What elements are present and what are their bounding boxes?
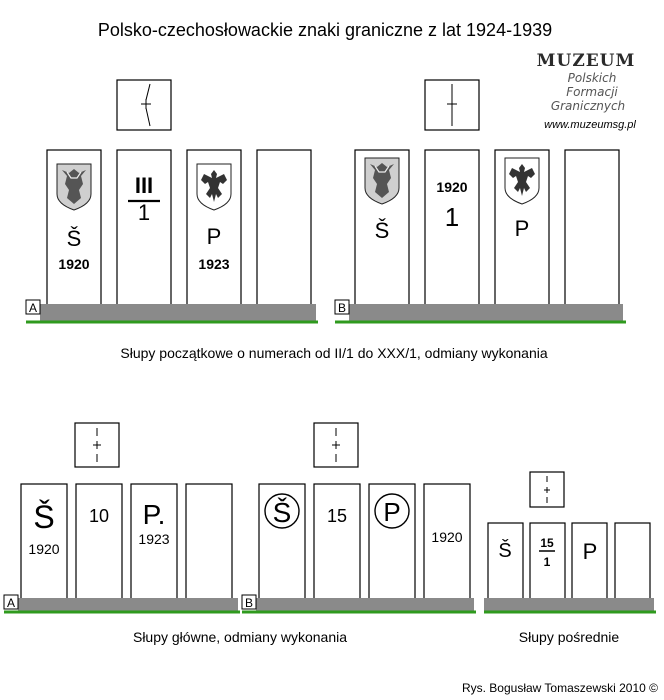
post-letter: P (514, 216, 530, 241)
post-number: 10 (88, 506, 110, 526)
polish-eagle-icon (505, 158, 539, 204)
post (424, 484, 470, 612)
top-variant-a (26, 80, 318, 322)
post (314, 484, 360, 612)
post-number-bottom: 1 (137, 200, 151, 225)
variant-label-a: A (28, 301, 38, 315)
caption-initial-posts: Słupy początkowe o numerach od II/1 do XXX/1, odmiany wykonania (120, 345, 548, 361)
caption-main-posts: Słupy główne, odmiany wykonania (132, 629, 348, 645)
post-year: 1923 (198, 256, 230, 272)
post-letter: Š (272, 497, 292, 528)
main-variant-b (242, 423, 476, 612)
ground-band (18, 598, 238, 612)
post-year: 1920 (436, 179, 468, 195)
variant-label-a: A (6, 596, 16, 610)
logo-line-2: Formacji (566, 85, 618, 99)
drawing-credit: Rys. Bogusław Tomaszewski 2010 © (461, 681, 658, 695)
logo-line-1: Polskich (567, 71, 617, 85)
caption-intermediate-posts: Słupy pośrednie (518, 629, 620, 645)
polish-eagle-icon (197, 164, 231, 210)
post (257, 150, 311, 322)
diagram-title: Polsko-czechosłowackie znaki graniczne z lat 1924-1939 (97, 20, 553, 40)
ground-band (256, 598, 474, 612)
logo-name: MUZEUM (536, 51, 636, 71)
ground-band (349, 304, 623, 322)
ground-band (484, 598, 654, 612)
post-number: 15 (326, 506, 348, 526)
post (76, 484, 122, 612)
post-letter: Š (374, 218, 390, 243)
post-year: 1920 (28, 541, 60, 557)
post-year: 1920 (431, 529, 463, 545)
post-letter: P (383, 497, 401, 527)
variant-label-b: B (244, 596, 254, 610)
logo-url: www.muzeumsg.pl (544, 119, 636, 131)
post-number: 1 (444, 202, 460, 232)
cap-view-top-a (117, 80, 171, 130)
post (425, 150, 479, 322)
cap-view-intermediate (530, 472, 564, 507)
intermediate-posts (484, 472, 656, 612)
museum-logo (537, 51, 637, 131)
post-letter: P. (142, 499, 166, 530)
post-year: 1923 (138, 531, 170, 547)
post-letter: P (206, 224, 222, 249)
cap-view-main-b (314, 423, 358, 467)
post-letter: P (582, 539, 598, 564)
post (565, 150, 619, 322)
post-letter: Š (66, 226, 82, 251)
top-variant-b (335, 80, 626, 322)
post-letter: Š (498, 540, 512, 562)
czech-crest-icon (57, 164, 91, 210)
post-year: 1920 (58, 256, 90, 272)
czech-crest-icon (365, 158, 399, 204)
post-number-top: 15 (540, 536, 554, 550)
post-number-top: III (134, 173, 154, 198)
cap-view-top-b (425, 80, 479, 130)
main-variant-a (4, 423, 240, 612)
post-number-bottom: 1 (543, 555, 551, 569)
cap-view-main-a (75, 423, 119, 467)
post-letter: Š (33, 499, 55, 535)
logo-line-3: Granicznych (550, 99, 626, 113)
variant-label-b: B (337, 301, 347, 315)
post (186, 484, 232, 612)
ground-band (40, 304, 316, 322)
